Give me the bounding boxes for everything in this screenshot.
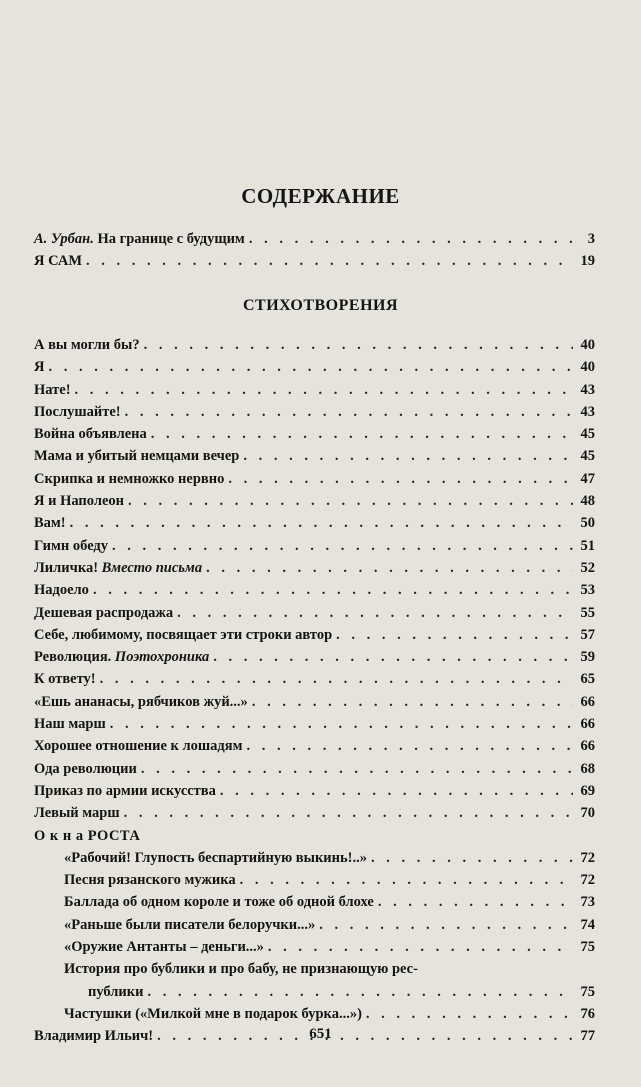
toc-entry-label: Левый марш (34, 805, 120, 822)
toc-entry-page: 51 (580, 537, 595, 554)
toc-entry-label: Скрипка и немножко нервно (34, 470, 225, 487)
toc-entry-label: Я (34, 359, 45, 376)
toc-entry-label: Хорошее отношение к лошадям (34, 738, 243, 755)
toc-entry-page: 77 (580, 1028, 595, 1045)
toc-entry-label: Ода революции (34, 760, 137, 777)
toc-entry (34, 582, 595, 604)
toc-entry-label: История про бублики и про бабу, не признающую рес- (64, 961, 418, 978)
toc-entry-label: «Ешь ананасы, рябчиков жуй...» (34, 693, 248, 710)
toc-entry-page: 68 (580, 760, 595, 777)
toc-entry-page: 53 (580, 582, 595, 599)
toc-entry (34, 253, 595, 275)
leader-dots (86, 253, 573, 270)
toc-entry (34, 783, 595, 805)
toc-entry (34, 872, 595, 894)
toc-entry-label: Лиличка! (34, 559, 99, 576)
toc-entry (34, 917, 595, 939)
toc-entry-page: 3 (587, 231, 595, 247)
toc-front-matter (34, 231, 595, 276)
toc-entry-page: 66 (580, 738, 595, 755)
toc-entry-page: 76 (580, 1005, 595, 1022)
toc-entry-page: 55 (580, 604, 595, 621)
toc-entry-label: Дешевая распродажа (34, 604, 174, 621)
leader-dots (144, 337, 573, 354)
toc-entry-page: 48 (580, 493, 595, 510)
toc-entry (34, 694, 595, 716)
leader-dots (151, 426, 573, 443)
page-number: 651 (309, 1026, 332, 1042)
leader-dots (100, 671, 573, 688)
toc-entry (34, 627, 595, 649)
leader-dots (141, 761, 573, 778)
leader-dots (240, 872, 573, 889)
toc-entry (34, 382, 595, 404)
toc-entry-page: 52 (580, 559, 595, 576)
leader-dots (148, 984, 573, 1001)
toc-entry-page: 72 (580, 849, 595, 866)
toc-entry-label: Вам! (34, 515, 66, 532)
toc-entry-page: 59 (580, 649, 595, 666)
toc-entry-label: «Рабочий! Глупость беспартийную выкинь!..» (64, 849, 367, 866)
toc-entry-page: 40 (580, 359, 595, 376)
leader-dots (177, 605, 573, 622)
toc-entry (34, 515, 595, 537)
toc-entry-subtitle: Поэтохроника (114, 649, 210, 666)
toc-entry-label: О к н а РОСТА (34, 827, 141, 844)
toc-entry-page: 19 (580, 253, 595, 270)
toc-entry-page: 75 (580, 939, 595, 956)
toc-entry-label: Приказ по армии искусства (34, 782, 216, 799)
toc-entry (34, 961, 595, 983)
toc-entry (34, 337, 595, 359)
leader-dots (220, 783, 573, 800)
leader-dots (378, 894, 573, 911)
toc-entry-page: 50 (580, 515, 595, 532)
leader-dots (125, 404, 573, 421)
toc-entry-label: Баллада об одном короле и тоже об одной блохе (64, 894, 374, 911)
toc-entry-label: Песня рязанского мужика (64, 872, 236, 889)
toc-entry (34, 359, 595, 381)
leader-dots (249, 231, 573, 248)
toc-entry-page: 57 (580, 626, 595, 643)
leader-dots (252, 694, 573, 711)
toc-entry-page: 72 (580, 872, 595, 889)
page-title: СОДЕРЖАНИЕ (241, 184, 400, 208)
leader-dots (243, 448, 573, 465)
toc-entry-label: Война объявлена (34, 426, 147, 443)
toc-entry-label: А вы могли бы? (34, 337, 140, 353)
leader-dots (336, 627, 573, 644)
toc-entry-label: К ответу! (34, 671, 96, 688)
leader-dots (213, 649, 573, 666)
toc-entry (34, 1006, 595, 1028)
leader-dots (124, 805, 573, 822)
leader-dots (112, 538, 573, 555)
leader-dots (319, 917, 573, 934)
toc-entry (34, 231, 595, 253)
toc-entry (34, 605, 595, 627)
toc-entry-page: 74 (580, 916, 595, 933)
toc-entry-label: Нате! (34, 381, 71, 398)
toc-entry-page: 66 (580, 716, 595, 733)
toc-entry-label: Я САМ (34, 253, 83, 270)
toc-entry-label: Частушки («Милкой мне в подарок бурка...») (64, 1005, 362, 1022)
leader-dots (93, 582, 573, 599)
toc-entry (34, 649, 595, 671)
toc-entry-page: 65 (580, 671, 595, 688)
toc-entry (34, 984, 595, 1006)
toc-entry (34, 939, 595, 961)
toc-entry (34, 805, 595, 827)
toc-entry-page: 69 (580, 782, 595, 799)
leader-dots (75, 382, 573, 399)
leader-dots (110, 716, 573, 733)
toc-entry (34, 894, 595, 916)
toc-entry (34, 471, 595, 493)
leader-dots (128, 493, 573, 510)
toc-entry (34, 493, 595, 515)
toc-entry (34, 850, 595, 872)
toc-entry-page: 75 (580, 983, 595, 1000)
toc-entry-label: Надоело (34, 582, 89, 599)
toc-entry-label: публики (88, 983, 144, 1000)
toc-entry (34, 448, 595, 470)
toc-entry-label: Послушайте! (34, 403, 121, 420)
toc-poems (34, 337, 595, 1051)
toc-subsection-heading (34, 828, 595, 850)
toc-entry-page: 45 (580, 448, 595, 465)
toc-entry (34, 716, 595, 738)
toc-entry-label: «Раньше были писатели белоручки...» (64, 916, 316, 933)
leader-dots (206, 560, 573, 577)
toc-entry-label: Я и Наполеон (34, 493, 125, 510)
toc-entry (34, 538, 595, 560)
toc-entry-page: 45 (580, 426, 595, 443)
toc-entry (34, 426, 595, 448)
toc-entry (34, 738, 595, 760)
leader-dots (48, 359, 573, 376)
section-heading: СТИХОТВОРЕНИЯ (242, 297, 399, 314)
leader-dots (371, 850, 573, 867)
toc-entry-author: А. Урбан. (34, 231, 94, 247)
toc-entry-label: Мама и убитый немцами вечер (34, 448, 240, 465)
leader-dots (366, 1006, 573, 1023)
toc-entry-page: 73 (580, 894, 595, 911)
toc-entry-label: Владимир Ильич! (34, 1028, 154, 1045)
toc-entry-label: На границе с будущим (97, 231, 245, 247)
toc-entry (34, 404, 595, 426)
leader-dots (268, 939, 573, 956)
toc-entry (34, 671, 595, 693)
toc-entry-label: Наш марш (34, 716, 106, 733)
toc-entry-page: 47 (580, 470, 595, 487)
toc-entry-label: «Оружие Антанты – деньги...» (64, 939, 264, 956)
toc-entry (34, 560, 595, 582)
toc-entry-label: Революция. (34, 649, 112, 666)
toc-entry-label: Гимн обеду (34, 537, 109, 554)
toc-entry-label: Себе, любимому, посвящает эти строки автор (34, 626, 333, 643)
toc-entry-page: 43 (580, 381, 595, 398)
toc-entry (34, 761, 595, 783)
toc-entry-page: 70 (580, 805, 595, 822)
leader-dots (246, 738, 573, 755)
toc-entry-page: 43 (580, 403, 595, 420)
leader-dots (70, 515, 573, 532)
leader-dots (228, 471, 573, 488)
toc-entry-page: 66 (580, 693, 595, 710)
toc-entry-subtitle: Вместо письма (101, 559, 203, 576)
toc-entry-page: 40 (580, 337, 595, 353)
